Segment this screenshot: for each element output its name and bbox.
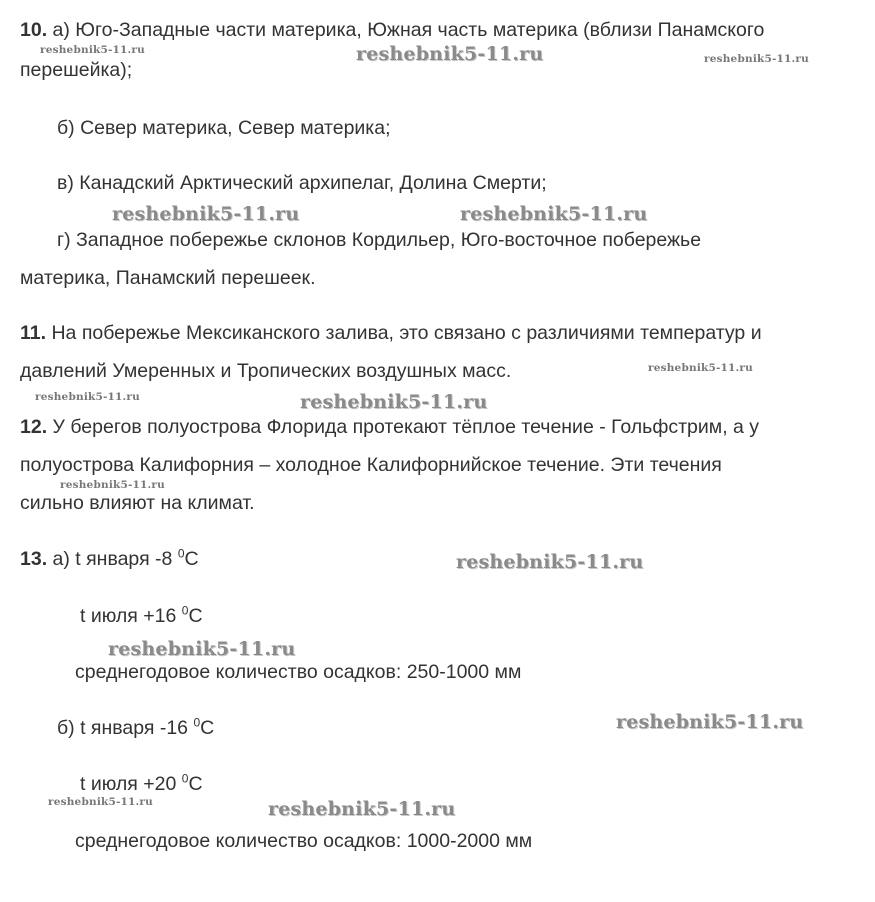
watermark: reshebnik5-11.ru: [108, 638, 296, 660]
q13-number: 13.: [20, 548, 48, 570]
degree-mark: 0: [177, 546, 185, 561]
q11-number: 11.: [20, 322, 47, 344]
celsius-unit: С: [184, 548, 199, 570]
q13-line-a-jul: [80, 604, 203, 628]
q13-a-july: t июля +16: [80, 605, 177, 627]
q12-line-1: [20, 415, 759, 439]
q13-b-january: б) t января -16: [57, 717, 189, 739]
watermark: reshebnik5-11.ru: [48, 796, 153, 808]
celsius-unit: С: [188, 605, 203, 627]
q10-answer-a: а) Юго-Западные части материка, Южная часть материка (вблизи Панамского: [52, 19, 765, 41]
watermark: reshebnik5-11.ru: [356, 43, 544, 65]
q10-answer-g-cont: материка, Панамский перешеек.: [20, 267, 316, 289]
watermark: reshebnik5-11.ru: [268, 798, 456, 820]
q10-line-a: [20, 18, 764, 42]
q12-text-3: сильно влияют на климат.: [20, 492, 255, 514]
watermark: reshebnik5-11.ru: [704, 53, 809, 65]
watermark: reshebnik5-11.ru: [60, 479, 165, 491]
q10-answer-a-cont: перешейка);: [20, 59, 133, 81]
q10-answer-b: б) Север материка, Север материка;: [57, 117, 391, 139]
q10-number: 10.: [20, 19, 48, 41]
q12-text-2: полуострова Калифорния – холодное Калифорнийское течение. Эти течения: [20, 454, 722, 476]
watermark: reshebnik5-11.ru: [616, 711, 804, 733]
watermark: reshebnik5-11.ru: [456, 551, 644, 573]
q12-text-1: У берегов полуострова Флорида протекают тёплое течение - Гольфстрим, а у: [52, 416, 760, 438]
degree-mark: 0: [193, 715, 201, 730]
q10-answer-v: в) Канадский Арктический архипелаг, Долина Смерти;: [57, 172, 547, 194]
q13-a-precipitation: среднегодовое количество осадков: 250-1000 мм: [75, 661, 522, 683]
watermark: reshebnik5-11.ru: [648, 362, 753, 374]
q11-line-1: [20, 321, 762, 345]
q13-b-july: t июля +20: [80, 773, 177, 795]
degree-mark: 0: [181, 771, 189, 786]
watermark: reshebnik5-11.ru: [112, 203, 300, 225]
q13-b-precipitation: среднегодовое количество осадков: 1000-2000 мм: [75, 830, 533, 852]
watermark: reshebnik5-11.ru: [300, 391, 488, 413]
watermark: reshebnik5-11.ru: [460, 203, 648, 225]
q13-line-a-jan: [20, 547, 199, 571]
q11-text-2: давлений Умеренных и Тропических воздушных масс.: [20, 360, 512, 382]
celsius-unit: С: [200, 717, 215, 739]
q13-line-b-jul: [80, 772, 203, 796]
degree-mark: 0: [181, 603, 189, 618]
q13-line-b-jan: [57, 716, 214, 740]
q12-number: 12.: [20, 416, 48, 438]
q11-text-1: На побережье Мексиканского залива, это связано с различиями температур и: [51, 322, 762, 344]
watermark: reshebnik5-11.ru: [35, 391, 140, 403]
celsius-unit: С: [188, 773, 203, 795]
watermark: reshebnik5-11.ru: [40, 44, 145, 56]
q10-answer-g: г) Западное побережье склонов Кордильер, Юго-восточное побережье: [57, 229, 702, 251]
q13-a-january: а) t января -8: [52, 548, 173, 570]
